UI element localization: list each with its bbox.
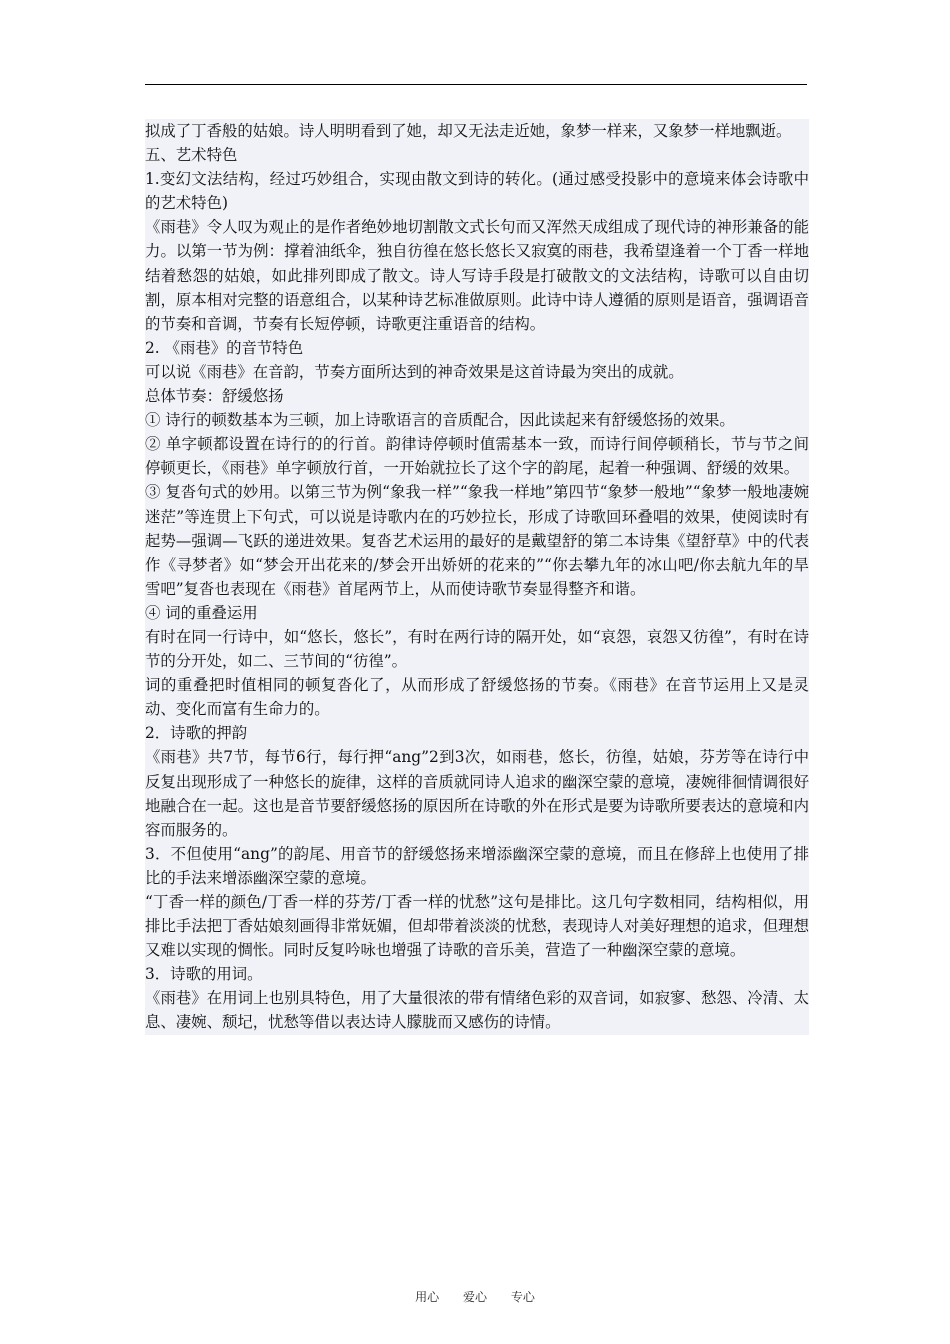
list-item: ④ 词的重叠运用 xyxy=(145,603,258,622)
subheading: 3．诗歌的用词。 xyxy=(145,965,263,984)
paragraph: 可以说《雨巷》在音韵，节奏方面所达到的神奇效果是这首诗最为突出的成就。 xyxy=(145,362,684,381)
paragraph: “丁香一样的颜色/丁香一样的芬芳/丁香一样的忧愁”这句是排比。这几句字数相同，结构相似，用排比手法把丁香姑娘刻画得非常妩媚，但却带着淡淡的忧愁，表现诗人对美好理想的追求，但理想又难以实现的惆怅。同时反复吟咏也增强了诗歌的音乐美，营造了一种幽深空蒙的意境。 xyxy=(145,893,809,960)
paragraph: 《雨巷》在用词上也别具特色，用了大量很浓的带有情绪色彩的双音词，如寂寥、愁怨、冷清、太息、凄婉、颓圮，忧愁等借以表达诗人朦胧而又感伤的诗情。 xyxy=(145,989,809,1032)
paragraph: 《雨巷》共7节，每节6行，每行押“ang”2到3次，如雨巷，悠长，彷徨，姑娘，芬芳等在诗行中反复出现形成了一种悠长的旋律，这样的音质就同诗人追求的幽深空蒙的意境，凄婉徘徊情调很好地融合在一起。这也是音节要舒缓悠扬的原因所在诗歌的外在形式是要为诗歌所要表达的意境和内容而服务的。 xyxy=(145,748,809,839)
subheading: 总体节奏：舒缓悠扬 xyxy=(145,387,284,406)
section-heading: 五、艺术特色 xyxy=(145,146,238,165)
paragraph: 《雨巷》令人叹为观止的是作者绝妙地切割散文式长句而又浑然天成组成了现代诗的神形兼备的能力。以第一节为例：撑着油纸伞，独自彷徨在悠长悠长又寂寞的雨巷，我希望逢着一个丁香一样地结着愁怨的姑娘，如此排列即成了散文。诗人写诗手段是打破散文的文法结构，诗歌可以自由切割，原本相对完整的语意组合，以某种诗艺标准做原则。此诗中诗人遵循的原则是语音，强调语音的节奏和音调，节奏有长短停顿，诗歌更注重语音的结构。 xyxy=(145,218,809,333)
footer-item: 用心 xyxy=(415,1290,440,1304)
paragraph: 1.变幻文法结构，经过巧妙组合，实现由散文到诗的转化。(通过感受投影中的意境来体会诗歌中的艺术特色) xyxy=(145,170,809,213)
document-body xyxy=(145,119,809,1035)
header-rule xyxy=(145,84,807,85)
paragraph: 3．不但使用“ang”的韵尾、用音节的舒缓悠扬来增添幽深空蒙的意境，而且在修辞上也使用了排比的手法来增添幽深空蒙的意境。 xyxy=(145,844,809,887)
list-item: ① 诗行的顿数基本为三顿，加上诗歌语言的音质配合，因此读起来有舒缓悠扬的效果。 xyxy=(145,411,735,430)
list-item: ③ 复沓句式的妙用。以第三节为例“象我一样”“象我一样地”第四节“象梦一般地”“象梦一般地凄婉迷茫”等连贯上下句式，可以说是诗歌内在的巧妙拉长，形成了诗歌回环叠唱的效果，使阅读时有起势—强调—飞跃的递进效果。复沓艺术运用的最好的是戴望舒的第二本诗集《望舒草》中的代表作《寻梦者》如“梦会开出花来的/梦会开出娇妍的花来的”“你去攀九年的冰山吧/你去航九年的旱雪吧”复沓也表现在《雨巷》首尾两节上，从而使诗歌节奏显得整齐和谐。 xyxy=(145,483,809,598)
paragraph: 拟成了丁香般的姑娘。诗人明明看到了她，却又无法走近她，象梦一样来，又象梦一样地飘逝。 xyxy=(145,122,792,140)
footer-item: 爱心 xyxy=(462,1290,487,1304)
subheading: 2．诗歌的押韵 xyxy=(145,724,248,743)
footer-item: 专心 xyxy=(510,1290,535,1304)
paragraph: 词的重叠把时值相同的顿复沓化了，从而形成了舒缓悠扬的节奏。《雨巷》在音节运用上又是灵动、变化而富有生命力的。 xyxy=(145,676,809,719)
subheading: 2. 《雨巷》的音节特色 xyxy=(145,338,304,357)
paragraph: 有时在同一行诗中，如“悠长，悠长”，有时在两行诗的隔开处，如“哀怨，哀怨又彷徨”，有时在诗节的分开处，如二、三节间的“彷徨”。 xyxy=(145,627,809,671)
list-item: ② 单字顿都设置在诗行的的行首。韵律诗停顿时值需基本一致，而诗行间停顿稍长，节与节之间停顿更长，《雨巷》单字顿放行首，一开始就拉长了这个字的韵尾，起着一种强调、舒缓的效果。 xyxy=(145,435,809,478)
page-footer xyxy=(0,1288,950,1305)
